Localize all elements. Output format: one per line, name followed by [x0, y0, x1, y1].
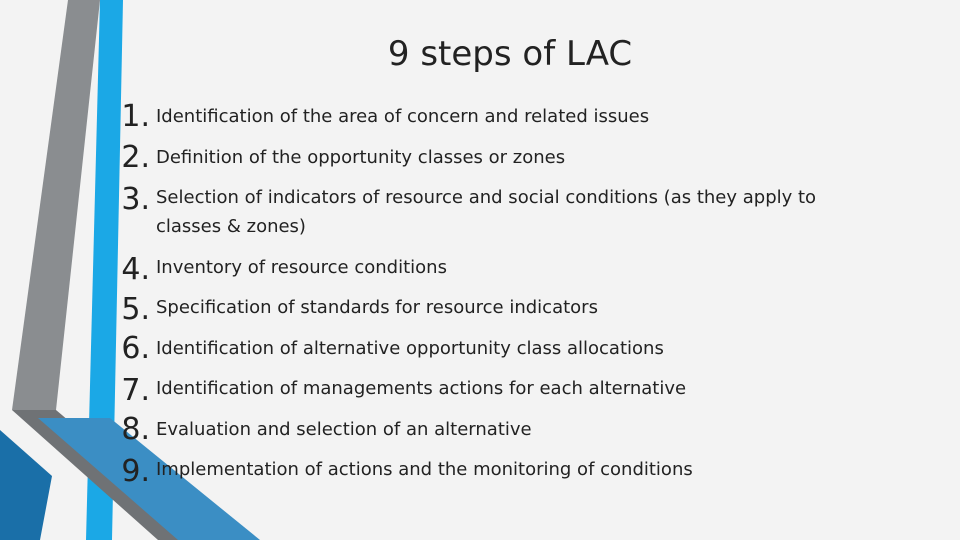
step-number: 8. [121, 412, 150, 447]
step-item-4 [0, 251, 960, 291]
step-item-1 [0, 100, 960, 140]
step-item-8 [0, 413, 960, 453]
step-item-9 [0, 453, 960, 493]
step-text: Specification of standards for resource indicators [156, 297, 598, 318]
slide-title: 9 steps of LAC [387, 34, 633, 74]
step-number: 5. [121, 292, 150, 327]
step-number: 1. [121, 99, 150, 134]
step-item-7 [0, 372, 960, 412]
step-text: Identification of the area of concern and related issues [156, 106, 650, 127]
step-number: 4. [121, 252, 150, 287]
step-item-5 [0, 291, 960, 331]
step-text: Implementation of actions and the monitoring of conditions [156, 459, 693, 480]
step-item-6 [0, 332, 960, 372]
step-number: 9. [121, 454, 150, 489]
step-text: Identification of alternative opportunity class allocations [156, 338, 664, 359]
step-text: Inventory of resource conditions [156, 257, 447, 278]
step-text: Evaluation and selection of an alternative [156, 419, 532, 440]
step-number: 7. [121, 373, 150, 408]
step-item-2 [0, 141, 960, 181]
step-text: Selection of indicators of resource and social conditions (as they apply to classes & zones) [156, 187, 817, 237]
step-number: 2. [121, 140, 150, 175]
step-number: 6. [121, 331, 150, 366]
step-number: 3. [121, 182, 150, 217]
step-text: Definition of the opportunity classes or zones [156, 147, 566, 168]
step-text: Identification of managements actions for each alternative [156, 378, 687, 399]
step-item-3 [0, 181, 960, 251]
